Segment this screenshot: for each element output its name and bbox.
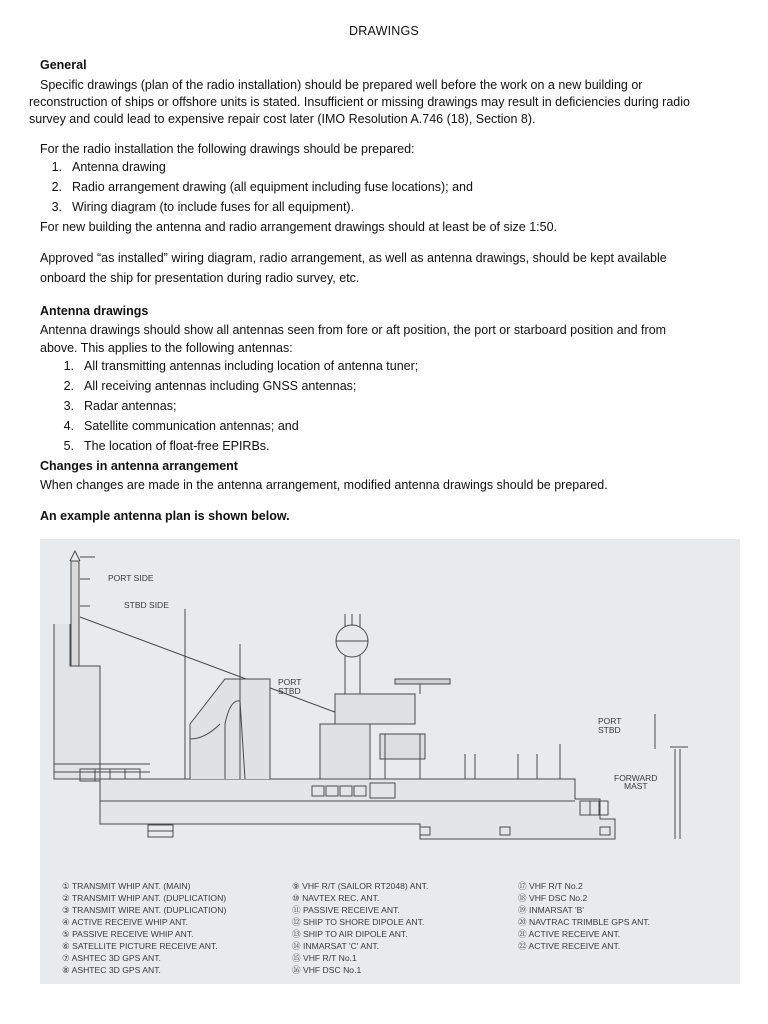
- general-para-line: Specific drawings (plan of the radio installation) should be prepared well before the work on a new building or: [40, 78, 643, 92]
- approved-line: onboard the ship for presentation during radio survey, etc.: [40, 271, 360, 285]
- list-item: 5. The location of float-free EPIRBs.: [63, 439, 270, 453]
- list-item: 2. Radio arrangement drawing (all equipment including fuse locations); and: [51, 180, 473, 194]
- legend-column-2: [292, 881, 428, 975]
- general-para-line: reconstruction of ships or offshore units is stated. Insufficient or missing drawings may result in deficiencies during radio: [29, 95, 690, 109]
- legend-item: ⑫ SHIP TO SHORE DIPOLE ANT.: [292, 917, 425, 927]
- mast-label: MAST: [624, 781, 648, 791]
- legend-item: ⑩ NAVTEX REC. ANT.: [292, 893, 380, 903]
- drawings-intro: For the radio installation the following drawings should be prepared:: [40, 142, 415, 156]
- example-caption: An example antenna plan is shown below.: [40, 509, 290, 523]
- list-item: 3. Wiring diagram (to include fuses for all equipment).: [51, 200, 355, 214]
- list-item: 3. Radar antennas;: [63, 399, 177, 413]
- aft-mast: [71, 561, 79, 666]
- legend-item: ⑱ VHF DSC No.2: [518, 893, 588, 903]
- stbd-side-label: STBD SIDE: [124, 600, 169, 610]
- legend-item: ⑮ VHF R/T No.1: [292, 953, 357, 963]
- legend-item: ② TRANSMIT WHIP ANT. (DUPLICATION): [62, 893, 227, 903]
- forward-label: FORWARD: [614, 773, 658, 783]
- antenna-para-line: above. This applies to the following antennas:: [40, 341, 293, 355]
- changes-text: When changes are made in the antenna arrangement, modified antenna drawings should be prepared.: [40, 478, 608, 492]
- legend-item: ⑪ PASSIVE RECEIVE ANT.: [292, 905, 400, 915]
- port-label: PORT: [278, 677, 302, 687]
- approved-line: Approved “as installed” wiring diagram, radio arrangement, as well as antenna drawings, should be kept available: [40, 251, 667, 265]
- list-item: 4. Satellite communication antennas; and: [63, 419, 299, 433]
- antenna-para-line: Antenna drawings should show all antennas seen from fore or aft position, the port or starboard position and from: [40, 323, 667, 337]
- legend-item: ⑤ PASSIVE RECEIVE WHIP ANT.: [62, 929, 194, 939]
- legend-item: ⑳ NAVTRAC TRIMBLE GPS ANT.: [518, 917, 650, 927]
- legend-column-1: [62, 881, 226, 975]
- legend-column-3: [518, 881, 650, 951]
- legend-item: ㉒ ACTIVE RECEIVE ANT.: [518, 941, 621, 951]
- antenna-heading: Antenna drawings: [40, 304, 149, 318]
- stbd-label: STBD: [598, 725, 621, 735]
- antenna-plan-drawing: [40, 539, 740, 984]
- legend-item: ⑨ VHF R/T (SAILOR RT2048) ANT.: [292, 881, 429, 891]
- legend-item: ⑭ INMARSAT 'C' ANT.: [292, 941, 380, 951]
- legend-item: ⑯ VHF DSC No.1: [292, 965, 362, 975]
- list-item: 1. All transmitting antennas including location of antenna tuner;: [63, 359, 419, 373]
- page-title: DRAWINGS: [349, 24, 419, 38]
- list-item: 2. All receiving antennas including GNSS antennas;: [63, 379, 357, 393]
- general-para-line: survey and could lead to expensive repair cost later (IMO Resolution A.746 (18), Section 8).: [29, 112, 536, 126]
- general-heading: General: [40, 58, 87, 72]
- stbd-label: STBD: [278, 686, 301, 696]
- legend-item: ① TRANSMIT WHIP ANT. (MAIN): [62, 881, 191, 891]
- legend-item: ④ ACTIVE RECEIVE WHIP ANT.: [62, 917, 188, 927]
- list-item: 1. Antenna drawing: [51, 160, 166, 174]
- legend-item: ⑥ SATELLITE PICTURE RECEIVE ANT.: [62, 941, 218, 951]
- port-label: PORT: [598, 716, 622, 726]
- legend-item: ⑬ SHIP TO AIR DIPOLE ANT.: [292, 929, 408, 939]
- legend-item: ㉑ ACTIVE RECEIVE ANT.: [518, 929, 621, 939]
- port-side-label: PORT SIDE: [108, 573, 154, 583]
- changes-heading: Changes in antenna arrangement: [40, 459, 238, 473]
- legend-item: ⑦ ASHTEC 3D GPS ANT.: [62, 953, 161, 963]
- legend-item: ⑰ VHF R/T No.2: [518, 881, 583, 891]
- legend-item: ⑧ ASHTEC 3D GPS ANT.: [62, 965, 161, 975]
- size-note: For new building the antenna and radio arrangement drawings should at least be of size 1:50.: [40, 220, 557, 234]
- legend-item: ⑲ INMARSAT 'B': [518, 905, 584, 915]
- antenna-plan-figure: [40, 539, 740, 984]
- legend-item: ③ TRANSMIT WIRE ANT. (DUPLICATION): [62, 905, 227, 915]
